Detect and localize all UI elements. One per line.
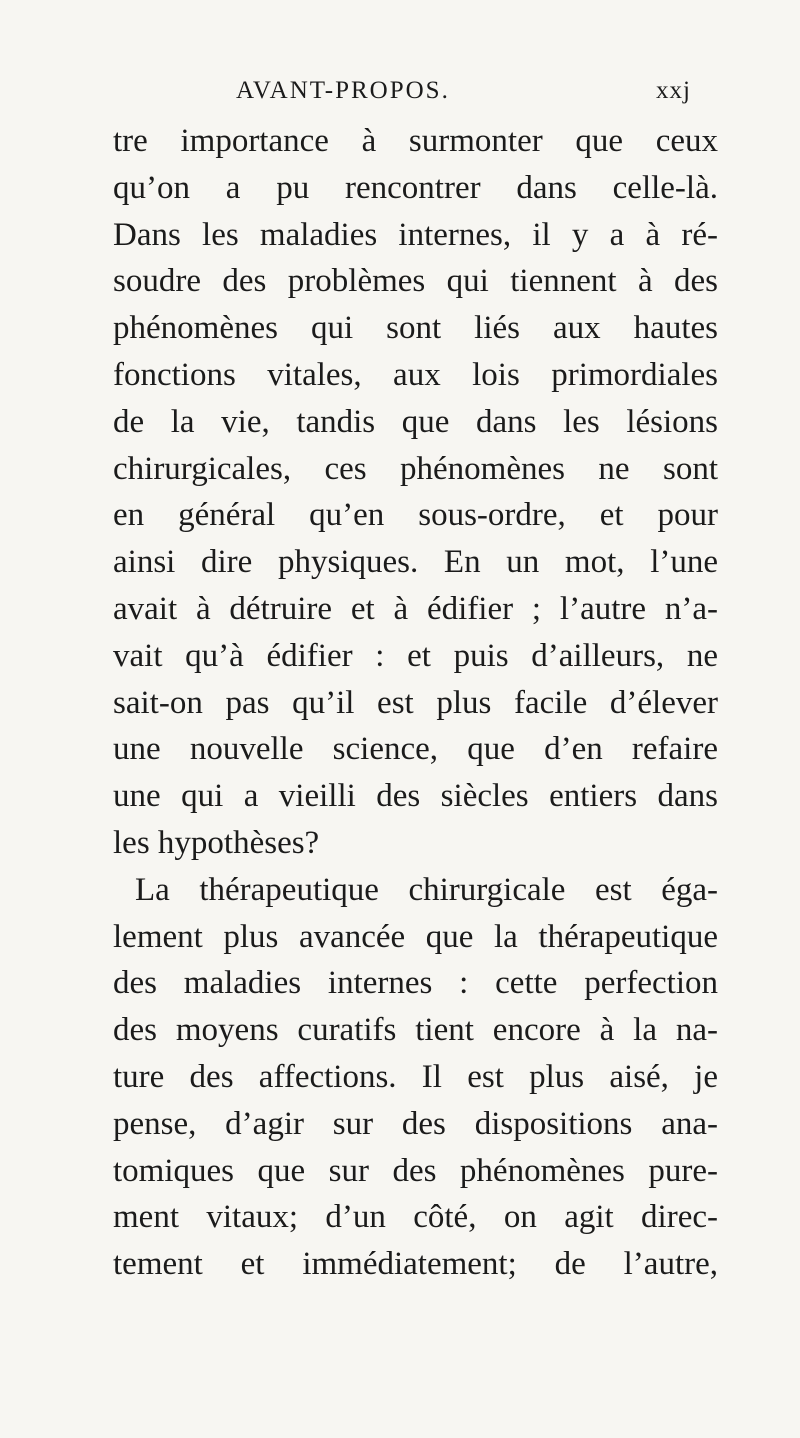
text-line: une qui a vieilli des siècles entiers dans bbox=[113, 778, 718, 815]
text-line: avait à détruire et à édifier ; l’autre n’a- bbox=[113, 590, 718, 627]
text-line: chirurgicales, ces phénomènes ne sont bbox=[113, 450, 718, 487]
page-header bbox=[236, 77, 691, 111]
text-line: une nouvelle science, que d’en refaire bbox=[113, 731, 718, 768]
text-line: pense, d’agir sur des dispositions ana- bbox=[113, 1105, 718, 1142]
text-line: fonctions vitales, aux lois primordiales bbox=[113, 356, 718, 393]
text-line: tement et immédiatement; de l’autre, bbox=[113, 1246, 718, 1283]
text-line: lement plus avancée que la thérapeutique bbox=[113, 918, 718, 955]
page-number: xxj bbox=[656, 77, 691, 104]
text-line: vait qu’à édifier : et puis d’ailleurs, ne bbox=[113, 637, 718, 674]
text-line: tre importance à surmonter que ceux bbox=[113, 123, 718, 159]
text-line: soudre des problèmes qui tiennent à des bbox=[113, 263, 718, 300]
text-line: les hypothèses? bbox=[113, 824, 320, 861]
text-line: phénomènes qui sont liés aux hautes bbox=[113, 310, 718, 347]
text-line: ture des affections. Il est plus aisé, je bbox=[113, 1058, 718, 1095]
text-line: tomiques que sur des phénomènes pure- bbox=[113, 1152, 718, 1189]
body-text bbox=[113, 118, 718, 1288]
text-line: ainsi dire physiques. En un mot, l’une bbox=[113, 544, 718, 581]
text-line: sait-on pas qu’il est plus facile d’élever bbox=[113, 684, 718, 721]
text-line: ment vitaux; d’un côté, on agit direc- bbox=[113, 1199, 718, 1236]
text-line: qu’on a pu rencontrer dans celle-là. bbox=[113, 169, 718, 206]
text-line: Dans les maladies internes, il y a à ré- bbox=[113, 216, 718, 253]
text-line: de la vie, tandis que dans les lésions bbox=[113, 403, 718, 440]
text-line: La thérapeutique chirurgicale est éga- bbox=[135, 871, 718, 908]
text-line: des moyens curatifs tient encore à la na- bbox=[113, 1012, 718, 1049]
running-title: AVANT-PROPOS. bbox=[236, 77, 450, 104]
text-line: en général qu’en sous-ordre, et pour bbox=[113, 497, 718, 534]
text-line: des maladies internes : cette perfection bbox=[113, 965, 718, 1002]
